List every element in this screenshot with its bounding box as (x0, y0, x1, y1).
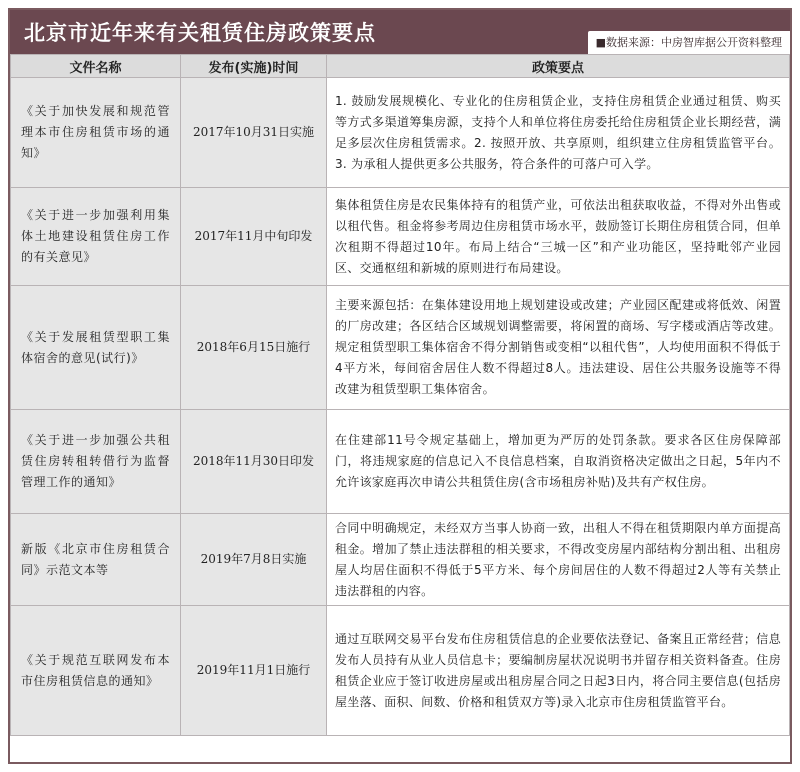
release-date-cell: 2019年7月8日实施 (181, 514, 327, 606)
table-row (11, 286, 790, 410)
column-header-name: 文件名称 (11, 55, 181, 78)
table-row (11, 78, 790, 188)
release-date-cell: 2019年11月1日施行 (181, 606, 327, 736)
release-date-cell: 2017年11月中旬印发 (181, 188, 327, 286)
column-header-date: 发布(实施)时间 (181, 55, 327, 78)
policy-points-cell: 主要来源包括：在集体建设用地上规划建设或改建；产业园区配建或将低效、闲置的厂房改建；各区结合区域规划调整需要，将闲置的商场、写字楼或酒店等改建。规定租赁型职工集体宿舍不得分割销售或变相“以租代售”，人均使用面积不得低于4平方米，每间宿舍居住人数不得超过8人。违法建设、居住公共服务设施等不得改建为租赁型职工集体宿舍。 (327, 286, 790, 410)
policy-points-cell: 1. 鼓励发展规模化、专业化的住房租赁企业，支持住房租赁企业通过租赁、购买等方式多渠道筹集房源，支持个人和单位将住房委托给住房租赁企业长期经营，满足多层次住房租赁需求。2. 按照开放、共享原则，组织建立住房租赁监管平台。3. 为承租人提供更多公共服务，符合条件的可落户可入学。 (327, 78, 790, 188)
document-name-cell: 《关于发展租赁型职工集体宿舍的意见(试行)》 (11, 286, 181, 410)
data-source-note: ■数据来源：中房智库据公开资料整理 (588, 31, 790, 54)
table-row (11, 410, 790, 514)
policy-points-cell: 在住建部11号令规定基础上，增加更为严厉的处罚条款。要求各区住房保障部门，将违规家庭的信息记入不良信息档案，自取消资格决定做出之日起，5年内不允许该家庭再次申请公共租赁住房(含市场租房补贴)及共有产权住房。 (327, 410, 790, 514)
release-date-cell: 2018年11月30日印发 (181, 410, 327, 514)
document-name-cell: 《关于进一步加强公共租赁住房转租转借行为监督管理工作的通知》 (11, 410, 181, 514)
release-date-cell: 2018年6月15日施行 (181, 286, 327, 410)
policy-table (10, 54, 790, 736)
document-name-cell: 新版《北京市住房租赁合同》示范文本等 (11, 514, 181, 606)
page-title: 北京市近年来有关租赁住房政策要点 (24, 21, 376, 45)
column-header-points: 政策要点 (327, 55, 790, 78)
document-name-cell: 《关于进一步加强利用集体土地建设租赁住房工作的有关意见》 (11, 188, 181, 286)
policy-points-cell: 通过互联网交易平台发布住房租赁信息的企业要依法登记、备案且正常经营；信息发布人员持有从业人员信息卡；要编制房屋状况说明书并留存相关资料备查。住房租赁企业应于签订收进房屋或出租房屋合同之日起3日内，将合同主要信息(包括房屋坐落、面积、间数、价格和租赁双方等)录入北京市住房租赁监管平台。 (327, 606, 790, 736)
policy-table-card (8, 8, 792, 764)
header-bar (10, 10, 790, 54)
release-date-cell: 2017年10月31日实施 (181, 78, 327, 188)
table-header-row (11, 55, 790, 78)
document-name-cell: 《关于加快发展和规范管理本市住房租赁市场的通知》 (11, 78, 181, 188)
table-row (11, 514, 790, 606)
table-row (11, 606, 790, 736)
table-row (11, 188, 790, 286)
policy-points-cell: 合同中明确规定，未经双方当事人协商一致，出租人不得在租赁期限内单方面提高租金。增加了禁止违法群租的相关要求，不得改变房屋内部结构分割出租、出租房屋人均居住面积不得低于5平方米、每个房间居住的人数不得超过2人等有关禁止违法群租的内容。 (327, 514, 790, 606)
document-name-cell: 《关于规范互联网发布本市住房租赁信息的通知》 (11, 606, 181, 736)
policy-points-cell: 集体租赁住房是农民集体持有的租赁产业，可依法出租获取收益，不得对外出售或以租代售。租金将参考周边住房租赁市场水平，鼓励签订长期住房租赁合同，但单次租期不得超过10年。布局上结合“三城一区”和产业功能区，坚持毗邻产业园区、交通枢纽和新城的原则进行布局建设。 (327, 188, 790, 286)
